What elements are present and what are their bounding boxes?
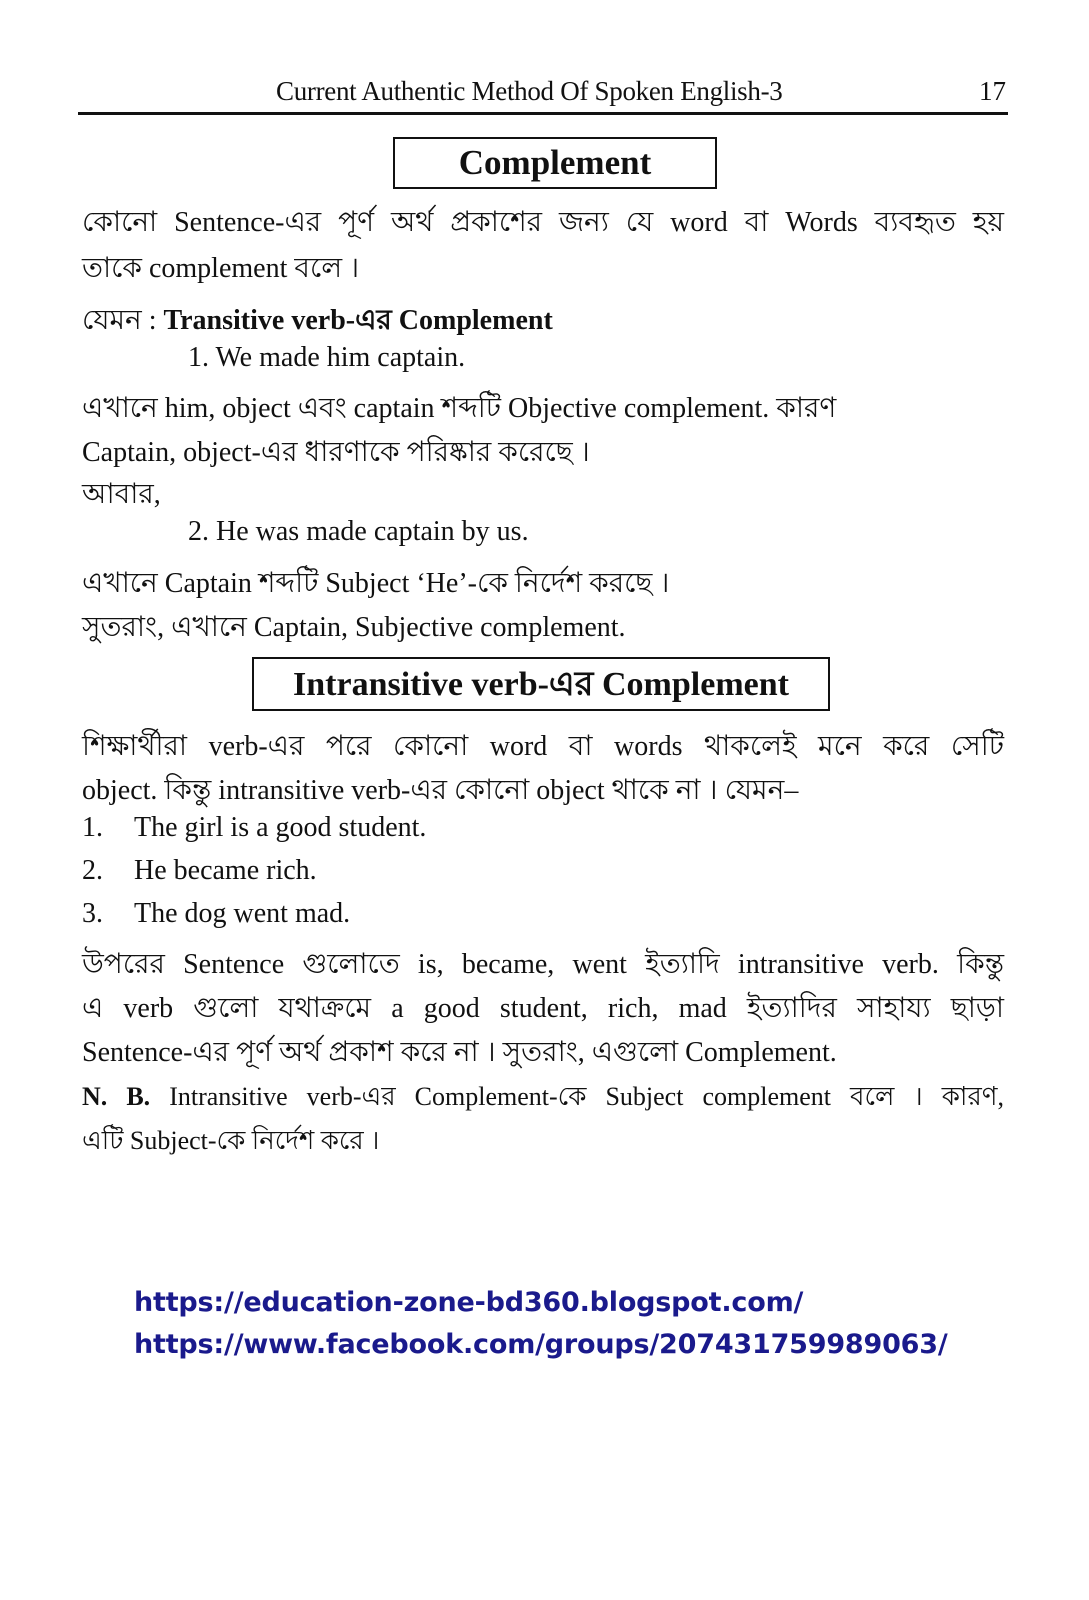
page-number: 17 — [979, 76, 1006, 106]
example-prefix: যেমন : — [82, 305, 164, 336]
book-title: Current Authentic Method Of Spoken English-3 — [276, 76, 783, 106]
blog-link[interactable]: https://education-zone-bd360.blogspot.com/ — [134, 1287, 804, 1318]
example-sentence-2: 2. He was made captain by us. — [188, 516, 529, 547]
explanation-2-line-1: এখানে Captain শব্দটি Subject ‘He’-কে নির্দেশ করছে । — [82, 568, 670, 599]
explanation-2-line-2: সুতরাং, এখানে Captain, Subjective complement. — [82, 612, 626, 643]
definition-line-1: কোনো Sentence-এর পূর্ণ অর্থ প্রকাশের জন্য যে word বা Words ব্যবহৃত হয় — [82, 207, 1004, 238]
transitive-heading: Transitive verb-এর Complement — [163, 305, 553, 336]
definition-line-2: তাকে complement বলে । — [82, 253, 360, 284]
example-sentence-1: 1. We made him captain. — [188, 342, 466, 373]
explanation-line-1: উপরের Sentence গুলোতে is, became, went ইত্যাদি intransitive verb. কিন্তু — [82, 949, 1004, 980]
explanation-line-3: Sentence-এর পূর্ণ অর্থ প্রকাশ করে না । সুতরাং, এগুলো Complement. — [82, 1037, 837, 1068]
list-item: 2. He became rich. — [82, 855, 317, 886]
intro-line-2: object. কিন্তু intransitive verb-এর কোনো object থাকে না । যেমন– — [82, 775, 799, 806]
list-item: 3. The dog went mad. — [82, 898, 351, 929]
section-title-intransitive: Intransitive verb-এর Complement — [252, 657, 830, 711]
page-header — [78, 72, 1008, 115]
explanation-1-line-2: Captain, object-এর ধারণাকে পরিষ্কার করেছে । — [82, 437, 590, 468]
list-item: 1. The girl is a good student. — [82, 812, 427, 843]
again-label: আবার, — [82, 479, 161, 510]
intro-line-1: শিক্ষার্থীরা verb-এর পরে কোনো word বা words থাকলেই মনে করে সেটি — [82, 731, 1004, 762]
nota-bene-line-1: N. B. Intransitive verb-এর Complement-কে Subject complement বলে । কারণ, — [82, 1082, 1004, 1111]
nb-label: N. B. — [82, 1082, 151, 1111]
example-heading — [82, 298, 553, 345]
facebook-group-link[interactable]: https://www.facebook.com/groups/207431759989063/ — [134, 1329, 948, 1360]
nota-bene-line-2: এটি Subject-কে নির্দেশ করে । — [82, 1126, 380, 1155]
section-title-complement: Complement — [393, 137, 717, 189]
explanation-line-2: এ verb গুলো যথাক্রমে a good student, rich, mad ইত্যাদির সাহায্য ছাড়া — [82, 993, 1004, 1024]
explanation-1-line-1: এখানে him, object এবং captain শব্দটি Objective complement. কারণ — [82, 393, 837, 424]
